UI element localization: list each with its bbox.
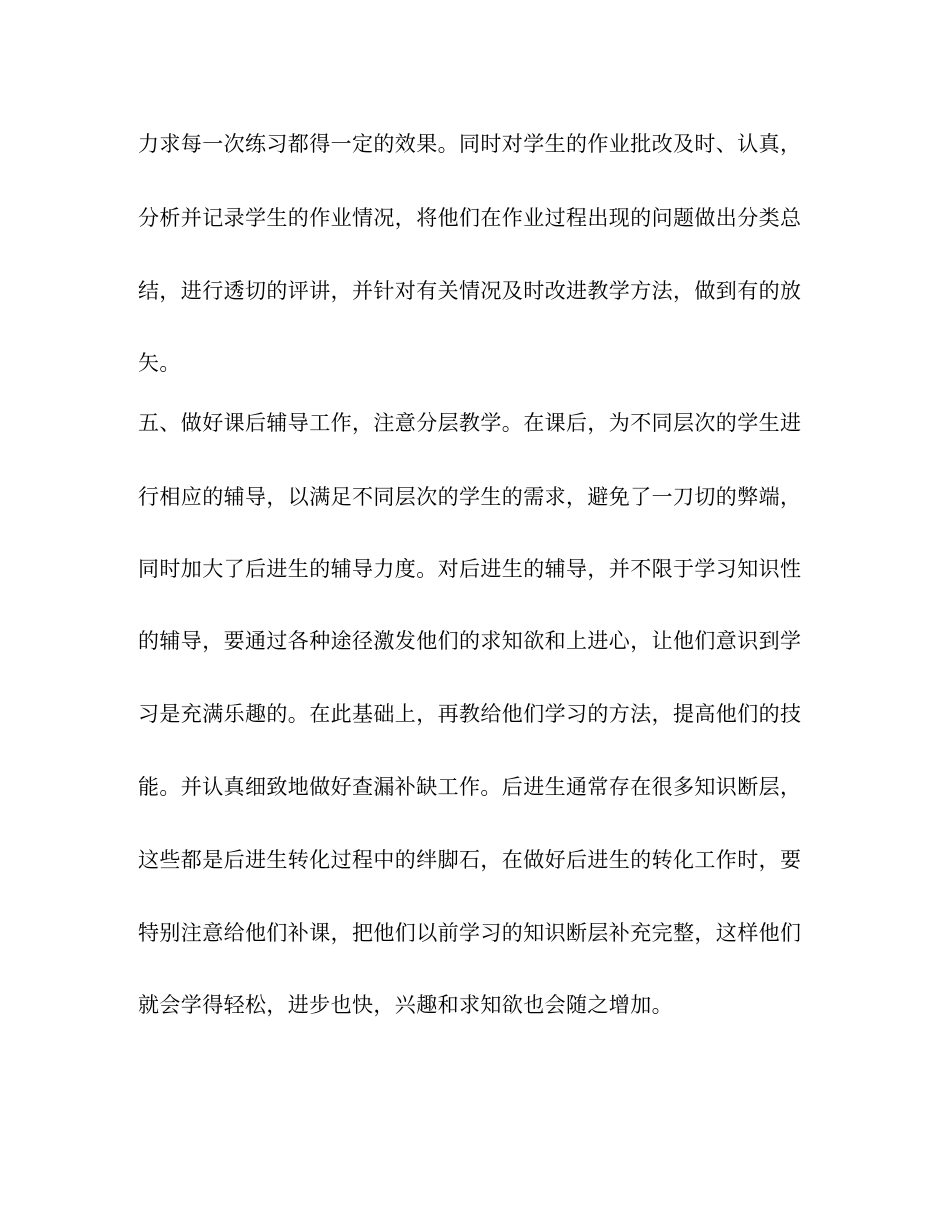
text-line: 结，进行透切的评讲，并针对有关情况及时改进教学方法，做到有的放 [138,279,802,303]
text-line: 矢。 [138,351,181,375]
text-line: 特别注意给他们补课，把他们以前学习的知识断层补充完整，这样他们 [138,921,802,945]
text-line: 同时加大了后进生的辅导力度。对后进生的辅导，并不限于学习知识性 [138,557,802,581]
text-line: 习是充满乐趣的。在此基础上，再教给他们学习的方法，提高他们的技 [138,702,802,726]
text-line: 分析并记录学生的作业情况，将他们在作业过程出现的问题做出分类总 [138,206,802,230]
text-line: 这些都是后进生转化过程中的绊脚石，在做好后进生的转化工作时，要 [138,848,802,872]
text-line: 能。并认真细致地做好查漏补缺工作。后进生通常存在很多知识断层， [138,775,802,799]
text-line: 行相应的辅导，以满足不同层次的学生的需求，避免了一刀切的弊端， [138,485,802,509]
text-line: 的辅导，要通过各种途径激发他们的求知欲和上进心，让他们意识到学 [138,629,802,653]
text-line: 就会学得轻松，进步也快，兴趣和求知欲也会随之增加。 [138,993,673,1017]
text-line: 五、做好课后辅导工作，注意分层教学。在课后，为不同层次的学生进 [138,411,802,435]
text-line: 力求每一次练习都得一定的效果。同时对学生的作业批改及时、认真， [138,132,802,156]
